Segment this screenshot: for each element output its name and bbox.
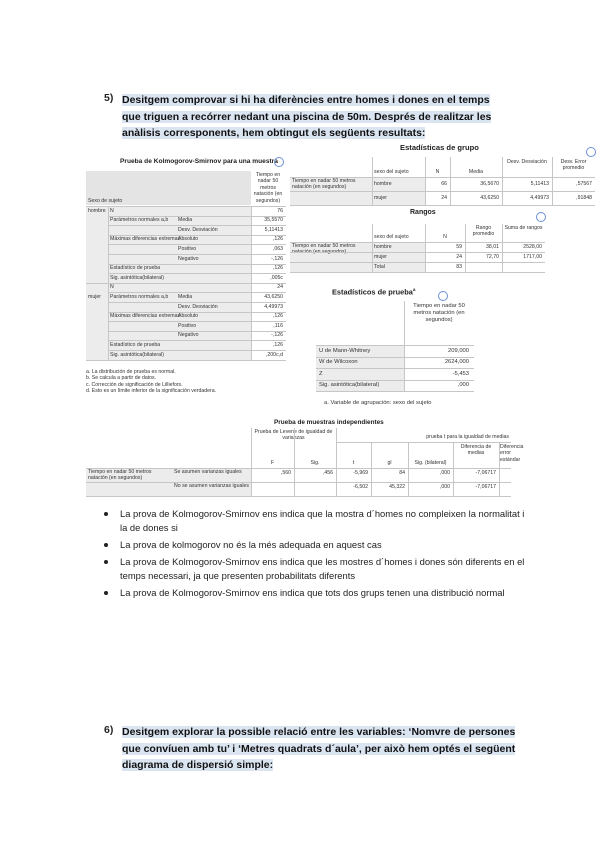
independent-rule — [499, 442, 500, 496]
ks-row-rule — [108, 216, 286, 217]
ranks-sex: mujer — [372, 252, 425, 262]
ks-row-value: 5,11413 — [264, 226, 283, 233]
independent-rule — [294, 428, 295, 496]
ranks-sex: Total — [372, 262, 425, 272]
independent-value: ,000 — [439, 484, 450, 490]
answer-option-4[interactable]: La prova de Kolmogorov-Smirnov ens indica que tots dos grups tenen una distribució normal — [104, 586, 534, 600]
eg-sex: hombre — [372, 177, 425, 191]
eg-rule — [450, 157, 451, 205]
ks-row-rule — [108, 244, 286, 245]
ks-group-name: hombre — [88, 207, 106, 214]
ranks-rule — [502, 224, 503, 272]
question-5-text: Desitgem comprovar si hi ha diferències entre homes i dones en el temps que triguen a recórrer nedant una piscina de 50m. Després de realitzar les anàlisis corresponents, hem obtingut els següents resultats: — [122, 94, 492, 139]
ks-row-rule — [108, 273, 286, 274]
ks-row-value: 76 — [277, 207, 283, 214]
independent-rule — [336, 442, 511, 443]
ranks-sex: hombre — [372, 242, 425, 252]
ks-row-value: ,005c — [270, 274, 283, 281]
ranks-value: 2528,00 — [523, 244, 542, 250]
test-stat-value: 209,000 — [448, 347, 469, 354]
eg-rule — [290, 205, 595, 206]
ttest-header: prueba t para la igualdad de medias — [426, 434, 509, 440]
test-stats-rule — [316, 391, 474, 392]
pivot-table-icon[interactable] — [586, 147, 596, 157]
ks-column-header: Tiempo en nadar 50 metros natación (en segundos) — [253, 172, 283, 204]
test-stat-label: Z — [316, 368, 404, 380]
eg-rule — [425, 157, 426, 205]
ranks-rule — [290, 242, 545, 243]
pivot-table-icon[interactable] — [438, 291, 448, 301]
eg-column-header: Media — [468, 169, 484, 175]
ranks-column-header: sexo del sujeto — [374, 234, 409, 240]
answer-option-1[interactable]: La prova de Kolmogorov-Smirnov ens indica que la mostra d´homes no compleixen la normalitat i la de dones si — [104, 507, 534, 535]
ranks-value: 24 — [456, 254, 462, 260]
ks-row-rule — [108, 292, 286, 293]
ks-row-value: ,126 — [272, 236, 283, 243]
ranks-column-header: Suma de rangos — [504, 225, 543, 231]
ranks-column-header: N — [443, 234, 447, 240]
independent-rule — [86, 468, 511, 469]
independent-row-label: Tiempo en nadar 50 metros natación (en segundos) — [86, 468, 172, 496]
independent-variance-label: No se asumen varianzas iguales — [172, 482, 251, 496]
independent-rule — [408, 442, 409, 496]
ks-row-label: Máximas diferencias extremas — [110, 236, 181, 243]
independent-column-header: Sig. — [310, 460, 320, 466]
group-stats-table — [290, 143, 595, 205]
test-stats-rule — [316, 380, 474, 381]
ranks-value: 83 — [456, 264, 462, 270]
ks-row-sublabel: Media — [178, 293, 193, 300]
independent-rule — [86, 482, 511, 483]
independent-column-header: t — [352, 460, 355, 466]
test-stats-title-sup: a — [412, 287, 416, 292]
ranks-column-header: Rango promedio — [472, 225, 495, 238]
ks-row-sublabel: Absoluto — [178, 313, 199, 320]
ks-row-sublabel: Desv. Desviación — [178, 303, 218, 310]
independent-variance-label: Se asumen varianzas iguales — [172, 468, 251, 482]
eg-value: 66 — [441, 181, 447, 187]
ks-row-sublabel: Desv. Desviación — [178, 226, 218, 233]
ranks-table — [290, 209, 545, 279]
ks-rule — [251, 206, 252, 360]
ks-row-value: 35,5570 — [264, 217, 283, 224]
eg-value: 5,11413 — [530, 181, 549, 187]
ranks-rule — [425, 224, 426, 272]
ks-footnote: b. Se calcula a partir de datos. — [86, 375, 157, 382]
independent-value: -6,502 — [353, 484, 368, 490]
group-stats-title: Estadísticas de grupo — [400, 143, 479, 152]
ks-row-rule — [108, 254, 286, 255]
ranks-row-label: Tiempo en nadar 50 metros natación (en segundos) — [290, 242, 372, 272]
ks-row-label: N — [110, 207, 114, 214]
ks-row-rule — [108, 321, 286, 322]
ks-row-value: ,126 — [272, 265, 283, 272]
independent-value: ,560 — [280, 470, 291, 476]
ks-row-sublabel: Positivo — [178, 245, 197, 252]
ranks-rule — [290, 262, 545, 263]
independent-rule — [336, 428, 337, 496]
ks-group-name: mujer — [88, 293, 101, 300]
ranks-rule — [372, 224, 373, 272]
test-stat-label: W de Wilcoxon — [316, 357, 404, 369]
eg-corner — [290, 157, 372, 177]
independent-value: 45,322 — [389, 484, 405, 490]
answer-option-3[interactable]: La prova de Kolmogorov-Smirnov ens indica que les mostres d´homes i dones són diferents en el temps necessari, ja que presenten probabilitats diferents — [104, 555, 534, 583]
ks-row-value: 4,49973 — [264, 303, 283, 310]
eg-value: ,91848 — [576, 195, 592, 201]
question-5-number: 5) — [104, 92, 114, 104]
ks-row-value: ,116 — [273, 322, 283, 329]
test-stat-value: ,000 — [457, 382, 469, 388]
ranks-value: 1717,00 — [523, 254, 542, 260]
ks-row-rule — [108, 340, 286, 341]
independent-column-header: F — [270, 460, 275, 466]
pivot-table-icon[interactable] — [274, 157, 284, 167]
question-6-number: 6) — [104, 724, 114, 736]
question-6-text: Desitgem explorar la possible relació entre les variables: ‘Nomvre de persones que convíuen amb tu’ i ‘Metres quadrats d´aula’, per això hem optés el següent diagrama de dispersió simple: — [122, 726, 516, 771]
test-stats-rule — [404, 301, 405, 391]
ks-body — [86, 206, 286, 366]
independent-rule — [453, 442, 454, 496]
ks-row-sublabel: Negativo — [178, 255, 199, 262]
eg-rule — [502, 157, 503, 205]
independent-value: -5,969 — [353, 470, 368, 476]
eg-value: 36,5670 — [480, 181, 499, 187]
ranks-body — [290, 224, 545, 280]
eg-value: ,57567 — [576, 181, 592, 187]
ks-row-rule — [108, 302, 286, 303]
ranks-title: Rangos — [410, 209, 436, 216]
test-stats-footnote: a. Variable de agrupación: sexo del sujeto — [324, 400, 432, 406]
ks-footnote: c. Corrección de significación de Lilliefors. — [86, 381, 183, 388]
independent-samples-table — [86, 419, 524, 499]
ks-group-rule — [86, 206, 286, 207]
ks-footnotes — [86, 369, 296, 395]
ranks-value: 72,70 — [486, 254, 499, 260]
ranks-value: 59 — [456, 244, 462, 250]
test-stat-label: Sig. asintótica(bilateral) — [316, 380, 404, 392]
ks-row-sublabel: Negativo — [178, 332, 199, 339]
eg-rule — [290, 177, 595, 178]
eg-rule — [290, 191, 595, 192]
independent-column-header: gl — [387, 460, 392, 466]
ks-row-rule — [108, 331, 286, 332]
ks-row-sublabel: Positivo — [178, 322, 197, 329]
ks-footnote: a. La distribución de prueba es normal. — [86, 369, 176, 375]
ks-row-value: -,126 — [271, 332, 283, 339]
eg-value: 24 — [441, 195, 447, 201]
ks-row-value: 43,6250 — [264, 293, 283, 300]
eg-column-header: sexo del sujeto — [374, 169, 409, 175]
eg-value: 4,49973 — [530, 195, 549, 201]
independent-title: Prueba de muestras independientes — [274, 419, 384, 426]
ks-row-sublabel: Media — [178, 217, 193, 224]
eg-value: 43,6250 — [480, 195, 499, 201]
ks-footnote: d. Esto es un límite inferior de la significación verdadera. — [86, 388, 217, 395]
test-stats-rule — [316, 368, 474, 369]
ks-row-value: ,200c,d — [265, 351, 283, 358]
ks-row-label: N — [110, 284, 114, 291]
ks-row-rule — [108, 350, 286, 351]
ks-row-rule — [108, 225, 286, 226]
test-stats-rule — [316, 345, 474, 346]
ks-bottom-rule — [86, 360, 286, 361]
ks-row-rule — [108, 264, 286, 265]
ks-row-rule — [108, 235, 286, 236]
ks-row-value: ,063 — [272, 245, 283, 252]
independent-column-header: Sig. (bilateral) — [414, 460, 447, 466]
ks-row-label: Parámetros normales a,b — [110, 217, 169, 224]
test-stats-table — [316, 285, 471, 417]
independent-value: -7,06717 — [475, 484, 496, 490]
pivot-table-icon[interactable] — [536, 212, 546, 222]
independent-column-header: Diferencia error estándar — [500, 444, 524, 463]
test-stat-label: U de Mann-Whitney — [316, 345, 404, 357]
ks-row-value: ,126 — [272, 341, 283, 348]
group-stats-body — [290, 157, 595, 205]
levene-header: Prueba de Levene de igualdad de varianzas — [254, 429, 333, 442]
eg-row-label: Tiempo en nadar 50 metros natación (en segundos) — [290, 177, 372, 205]
ks-title: Prueba de Kolmogorov-Smirnov para una muestra — [120, 158, 278, 165]
independent-column-header: Diferencia de medias — [460, 444, 492, 457]
eg-rule — [372, 157, 373, 205]
ranks-value: 38,01 — [486, 244, 499, 250]
ranks-rule — [290, 252, 545, 253]
ks-group-label: Sexo de sujeto — [88, 198, 123, 204]
ks-row-value: -,126 — [271, 255, 283, 262]
ks-row-label: Estadístico de prueba — [110, 341, 161, 348]
ks-table — [86, 158, 286, 418]
test-stats-body — [316, 301, 471, 401]
test-stats-column-header: Tiempo en nadar 50 metros natación (en segundos) — [413, 303, 465, 323]
ks-row-value: ,126 — [272, 313, 283, 320]
ks-row-label: Estadístico de prueba — [110, 265, 161, 272]
eg-column-header: Desv. Error promedio — [560, 159, 587, 172]
eg-rule — [552, 157, 553, 205]
eg-column-header: Desv. Desviación — [507, 159, 547, 165]
test-stats-rule — [316, 357, 474, 358]
test-stat-value: -5,453 — [452, 370, 469, 377]
independent-rule — [86, 496, 511, 497]
ks-row-label: Sig. asintótica(bilateral) — [110, 274, 164, 281]
answer-option-2[interactable]: La prova de kolmogorov no és la més adequada en aquest cas — [104, 538, 534, 552]
independent-rule — [251, 428, 252, 496]
ranks-rule — [290, 272, 545, 273]
independent-body — [86, 428, 524, 500]
ks-row-label: Sig. asintótica(bilateral) — [110, 351, 164, 358]
eg-column-header: N — [435, 169, 440, 175]
ks-row-rule — [108, 312, 286, 313]
eg-sex: mujer — [372, 191, 425, 205]
independent-value: 84 — [399, 470, 405, 476]
ks-row-label: Máximas diferencias extremas — [110, 313, 181, 320]
ks-rule — [108, 206, 109, 360]
answer-options — [104, 507, 534, 600]
ks-row-value: 24 — [277, 284, 283, 291]
ranks-rule — [465, 224, 466, 272]
independent-value: ,456 — [322, 470, 333, 476]
independent-rule — [371, 442, 372, 496]
ks-group-rule — [86, 283, 286, 284]
ks-row-sublabel: Absoluto — [178, 236, 199, 243]
independent-value: ,000 — [439, 470, 450, 476]
test-stat-value: 2624,000 — [444, 359, 469, 365]
independent-value: -7,06717 — [475, 470, 496, 476]
ks-row-label: Parámetros normales a,b — [110, 293, 169, 300]
test-stats-title: Estadísticos de prueba$^a$ — [332, 287, 416, 297]
